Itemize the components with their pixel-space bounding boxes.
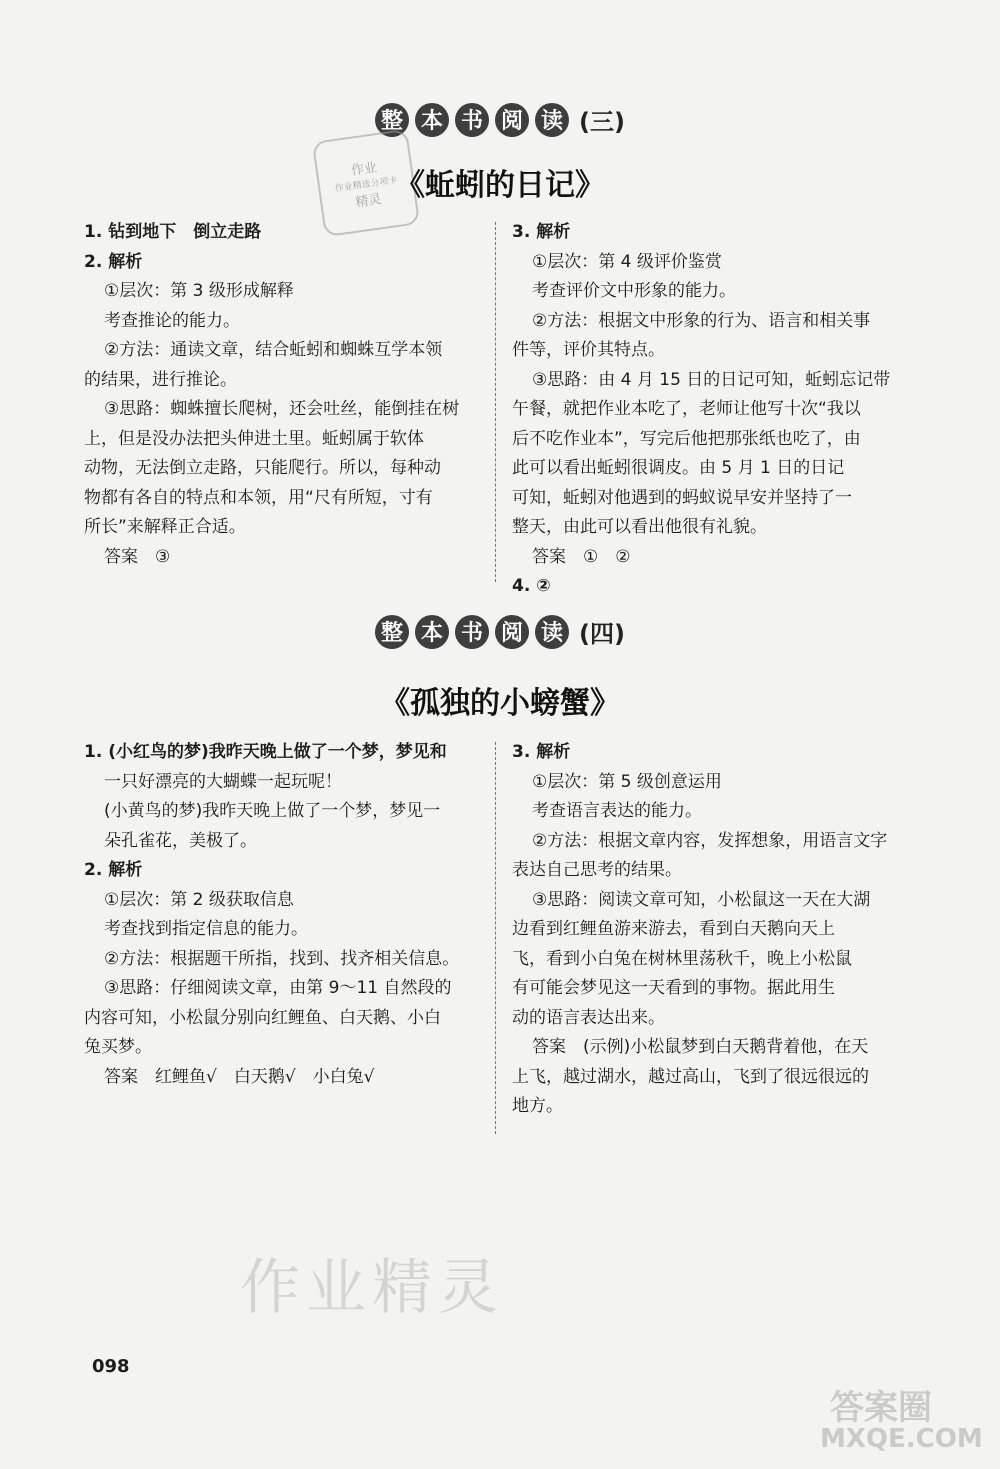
text-line: ③思路：由 4 月 15 日的日记可知，蚯蚓忘记带: [532, 369, 891, 390]
text-line: ②方法：通读文章，结合蚯蚓和蜘蛛互学本领: [104, 340, 443, 360]
banner-suffix: (三): [579, 108, 625, 136]
text-line: 有可能会梦见这一天看到的事物。据此用生: [512, 978, 835, 998]
section-banner-4: [0, 614, 1000, 649]
text-line: 动的语言表达出来。: [512, 1007, 665, 1028]
banner-char: 整: [375, 103, 409, 137]
text-line: 一只好漂亮的大蝴蝶一起玩呢！: [104, 771, 342, 792]
text-line: 考查推论的能力。: [104, 310, 240, 331]
text-line: 1. (小红鸟的梦)我昨天晚上做了一个梦，梦见和: [84, 742, 447, 762]
text-line: ③思路：阅读文章可知，小松鼠这一天在大湖: [532, 889, 871, 910]
section4-right-column: [512, 738, 912, 1122]
banner-char: 读: [535, 103, 569, 137]
text-line: 1. 钻到地下 倒立走路: [84, 222, 262, 242]
text-line: 朵孔雀花，美极了。: [104, 830, 257, 851]
text-line: 4. ②: [512, 576, 551, 596]
section-banner-3: [0, 102, 1000, 137]
text-line: 3. 解析: [512, 222, 571, 242]
banner-char: 书: [455, 103, 489, 137]
text-line: 飞，看到小白兔在树林里荡秋千，晚上小松鼠: [512, 948, 852, 969]
column-divider: [495, 742, 496, 1134]
text-line: 内容可知，小松鼠分别向红鲤鱼、白天鹅、小白: [84, 1007, 441, 1028]
text-line: 此可以看出蚯蚓很调皮。由 5 月 1 日的日记: [512, 458, 845, 478]
text-line: 答案 (示例)小松鼠梦到白天鹅背着他，在天: [532, 1037, 869, 1057]
stamp-text-1: 作业: [350, 159, 378, 179]
text-line: 件等，评价其特点。: [512, 340, 665, 360]
text-line: ②方法：根据题干所指，找到、找齐相关信息。: [104, 948, 460, 969]
text-line: ①层次：第 3 级形成解释: [104, 281, 294, 301]
text-line: 上，但是没办法把头伸进土里。蚯蚓属于软体: [84, 428, 424, 449]
stamp-text-2: 作业精选分项卡: [334, 175, 399, 194]
text-line: 考查评价文中形象的能力。: [532, 281, 736, 301]
text-line: 地方。: [512, 1096, 563, 1116]
text-line: 表达自己思考的结果。: [512, 860, 682, 880]
text-line: 上飞，越过湖水，越过高山，飞到了很远很远的: [512, 1066, 869, 1087]
column-divider: [495, 222, 496, 582]
section3-right-column: [512, 218, 912, 602]
text-line: 答案 ③: [104, 546, 171, 567]
banner-char: 阅: [495, 103, 529, 137]
text-line: 2. 解析: [84, 251, 143, 272]
text-line: 3. 解析: [512, 742, 571, 762]
text-line: 可知，蚯蚓对他遇到的蚂蚁说早安并坚持了一: [512, 487, 852, 508]
banner-char: 本: [415, 103, 449, 137]
text-line: ③思路：蜘蛛擅长爬树，还会吐丝，能倒挂在树: [104, 399, 460, 419]
banner-char: 整: [375, 615, 409, 649]
banner-char: 阅: [495, 615, 529, 649]
text-line: 后不吃作业本”，写完后他把那张纸也吃了，由: [512, 428, 861, 449]
text-line: ①层次：第 4 级评价鉴赏: [532, 251, 722, 272]
corner-watermark-url: MXQE.COM: [820, 1424, 983, 1454]
banner-char: 书: [455, 615, 489, 649]
text-line: 答案 红鲤鱼√ 白天鹅√ 小白兔√: [104, 1066, 375, 1087]
stamp-text-3: 精灵: [354, 191, 383, 211]
text-line: 整天，由此可以看出他很有礼貌。: [512, 517, 767, 537]
page-number: 098: [92, 1356, 130, 1377]
text-line: (小黄鸟的梦)我昨天晚上做了一个梦，梦见一: [104, 801, 441, 821]
text-line: ①层次：第 5 级创意运用: [532, 771, 722, 792]
corner-watermark: 答案圈: [830, 1388, 932, 1428]
text-line: 2. 解析: [84, 860, 143, 880]
watermark: 作业精灵: [240, 1253, 504, 1323]
banner-suffix: (四): [579, 620, 625, 648]
book-title-3: 《蚯蚓的日记》: [395, 168, 605, 203]
text-line: 的结果，进行推论。: [84, 369, 237, 390]
text-line: 所长”来解释正合适。: [84, 517, 246, 537]
section3-left-column: [84, 218, 484, 572]
book-title-4: 《孤独的小螃蟹》: [380, 686, 620, 721]
text-line: 动物，无法倒立走路，只能爬行。所以，每种动: [84, 458, 441, 478]
text-line: 考查找到指定信息的能力。: [104, 919, 308, 939]
text-line: 午餐，就把作业本吃了，老师让他写十次“我以: [512, 399, 861, 419]
text-line: 物都有各自的特点和本领，用“尺有所短，寸有: [84, 487, 433, 508]
text-line: ②方法：根据文章内容，发挥想象，用语言文字: [532, 830, 888, 851]
text-line: 答案 ① ②: [532, 546, 631, 567]
section4-left-column: [84, 738, 484, 1092]
text-line: 兔买梦。: [84, 1037, 152, 1057]
text-line: ③思路：仔细阅读文章，由第 9～11 自然段的: [104, 978, 452, 998]
text-line: ①层次：第 2 级获取信息: [104, 889, 294, 910]
banner-char: 本: [415, 615, 449, 649]
text-line: ②方法：根据文中形象的行为、语言和相关事: [532, 310, 871, 331]
text-line: 边看到红鲤鱼游来游去，看到白天鹅向天上: [512, 919, 835, 939]
text-line: 考查语言表达的能力。: [532, 801, 702, 821]
banner-char: 读: [535, 615, 569, 649]
